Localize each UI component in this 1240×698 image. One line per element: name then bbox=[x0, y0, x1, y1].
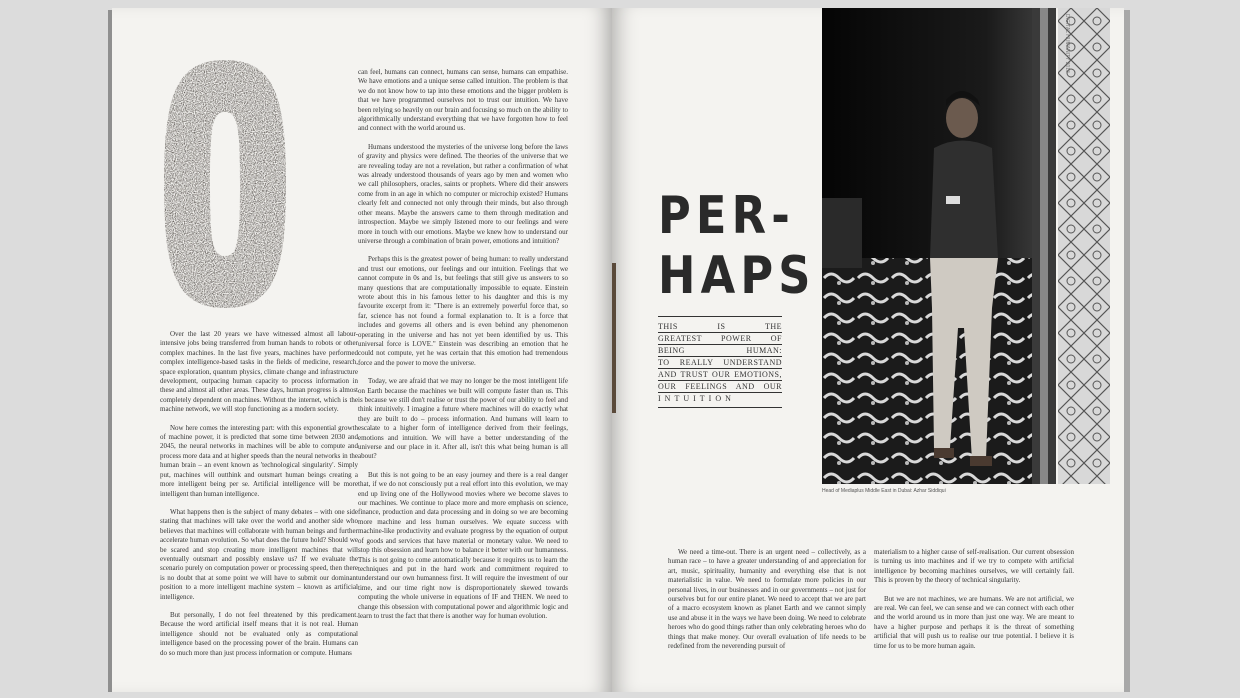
paragraph: materialism to a higher cause of self-realisation. Our current obsession is turning us into machines and if we try to compete with artificial intelligence by becoming machines ourselves, we will certainly fail. This is proven by the theory of technical singularity. bbox=[874, 548, 1074, 585]
article-column-4 bbox=[874, 548, 1074, 660]
drop-cap-letter bbox=[160, 58, 290, 310]
pull-quote bbox=[658, 316, 782, 408]
paragraph: Humans understood the mysteries of the universe long before the laws of gravity and physics were defined. The theories of the universe that we are revealing today are not a revelation, but rather a confirmation of what was already understood thousands of years ago by men and women who we call philosophers, oracles, saints or prophets. Where did their answers come from in an age in which no computer or microchip existed? Humans clearly felt and connected not only through their minds, but also through other means. Maybe the answers came to them through meditation and introspection. Maybe we simply listened more to our feelings and were more in touch with our emotions. Maybe we knew how to understand our universe through a combination of brain power, emotions and intuition? bbox=[358, 142, 568, 245]
pull-quote-line: BEING HUMAN: bbox=[658, 346, 782, 355]
headline-line: PER- bbox=[658, 186, 795, 246]
paragraph: can feel, humans can connect, humans can sense, humans can empathise. We have emotions and a unique sense called intuition. The problem is that we do not know how to tap into these emotions and the bigger problem is that we have programmed ourselves not to trust our intuition. We have been relying so heavily on our brain and focusing so much on the ability to algorithmically understand everything that we have forgotten how to feel and connect with the world around us. bbox=[358, 68, 568, 133]
paragraph: But we are not machines, we are humans. We are not artificial, we are real. We can feel, we can sense and we can connect with each other and the world around us in more than just one way. We are meant to have a higher purpose and perhaps it is the threat of something artificial that will push us to realise our true potential. I believe it is time for us to be more human again. bbox=[874, 594, 1074, 650]
svg-text:O: O bbox=[225, 198, 226, 199]
portrait-photo bbox=[822, 8, 1056, 484]
pull-quote-line: THIS IS THE bbox=[658, 322, 782, 331]
paragraph: But personally, I do not feel threatened by this predicament. Because the word artificial itself means that it is not real. Human intelligence should not be evaluated only as computational intelligence based on the processing power of the brain. Humans can do so much more than just process information or compute. Humans bbox=[160, 610, 358, 657]
pull-quote-line: TO REALLY UNDERSTAND bbox=[658, 358, 782, 367]
headline-line: HAPS bbox=[658, 246, 816, 306]
paragraph: Perhaps this is the greatest power of being human: to really understand and trust our emotions, our feelings and our intuition. Feelings that we cannot compute in 0s and 1s, but feelings that still give us answers to so many questions that are computationally impossible to equate. Einstein wrote about this in his famous letter to his daughter and this is my favourite excerpt from it: "There is an extremely powerful force that, so far, science has not found a formal explanation to. It is a force that includes and governs all others and is even behind any phenomenon operating in the universe and has not yet been identified by us. This universal force is LOVE." Einstein was describing an emotion that he could not compute, yet he was certain that this emotion had tremendous force and the power to move the universe. bbox=[358, 255, 568, 367]
paragraph: Now here comes the interesting part: with this exponential growth of machine power, it is predicted that some time between 2030 and 2045, the neural networks in machines will be able to compute and process more data and at higher speeds than the neural networks in the human brain – an event known as 'technological singularity'. Simply put, machines will outthink and outsmart human beings creating a more intelligent being per se. Artificial intelligence will be more intelligent than human intelligence. bbox=[160, 423, 358, 498]
paragraph: Over the last 20 years we have witnessed almost all labour-intensive jobs being transferred from human hands to robots or other complex machines. In the last five years, machines have performed complex intelligence-based tasks in the fields of medicine, research, space exploration, quantum physics, climate change and infrastructure development, outpacing human capacity to process information in these and almost all other areas. These days, human progress is almost completely dependent on machines. Without the internet, which is the machine network, we will stop functioning as a modern society. bbox=[160, 330, 358, 414]
headline bbox=[658, 186, 816, 306]
paragraph: Today, we are afraid that we may no longer be the most intelligent life on Earth because the machines we built will compute faster than us. This is because we still don't realise or trust the power of our ability to feel and think intuitively. I imagine a future where machines will do exactly what they are built to do – process information. And humans will learn to escalate to a higher form of intelligence derived from their feelings, emotions and intuition. We will have a better understanding of the universe and our place in it. After all, isn't this what being human is all about? bbox=[358, 377, 568, 461]
paragraph: What happens then is the subject of many debates – with one side stating that machines will take over the world and another side who believes that machines will collaborate with human beings and further accelerate human evolution. So what does the future hold? Should we be scared and stop creating more intelligent machines that will eventually outsmart and possibly enslave us? If we evaluate the scenario purely on computation power or processing speed, then there is no doubt that at some point we will have to submit our dominant position to a more intelligent machine system – known as artificial intelligence. bbox=[160, 507, 358, 601]
magazine-spread bbox=[112, 8, 1124, 692]
running-header: DIGITAL HUMANITY 2018 bbox=[1064, 14, 1070, 73]
paragraph: We need a time-out. There is an urgent need – collectively, as a human race – to have a greater understanding of and appreciation for art, music, spirituality, humanity and everything else that is not materialistic in value. We need to formulate more policies in our personal lives, in our businesses and in our governments – not just for ourselves but for our entire planet. We need to accept that we are part of a macro ecosystem known as planet Earth and we cannot simply use and abuse it in the ways we have been doing. We need to celebrate heroes who do good things rather than only celebrating heroes who do things that make money. Our overall evaluation of life needs to be redefined from the neverending pursuit of bbox=[668, 548, 866, 651]
pull-quote-line: AND TRUST OUR EMOTIONS, bbox=[658, 370, 782, 379]
right-page bbox=[612, 8, 1124, 692]
article-column-3 bbox=[668, 548, 866, 660]
pull-quote-line: OUR FEELINGS AND OUR bbox=[658, 382, 782, 391]
photo-caption: Head of Mediaplus Middle East in Dubai: Azhar Siddiqui bbox=[822, 488, 946, 494]
pull-quote-line: INTUITION bbox=[658, 394, 735, 403]
article-column-1 bbox=[160, 330, 358, 667]
article-column-2 bbox=[358, 68, 568, 630]
ornamental-pattern-panel bbox=[1058, 8, 1110, 484]
paragraph: But this is not going to be an easy journey and there is a real danger that, if we do not consciously put a real effort into this evolution, we may end up living one of the Hollywood movies where we become slaves to our machines. We continue to place more and more emphasis on science, finance, production and data processing and in doing so we are becoming more machine and less human ourselves. We equate success with machine-like productivity and evaluate progress by the equation of output of goods and services that have material or monetary value. We need to stop this obsession and learn how to balance it better with our humanness. This is not going to come automatically because it requires us to learn the techniques and put in the hard work and commitment required to understand our own humanness first. It will require the investment of our time, and our time right now is disproportionately skewed towards computing the whole universe in equations of IF and THEN. We need to change this obsession with computational power and algorithmic logic and learn to trust the fact that there is another way for human evolution. bbox=[358, 470, 568, 620]
ribbon-bookmark bbox=[612, 263, 616, 413]
pull-quote-line: GREATEST POWER OF bbox=[658, 334, 782, 343]
left-page bbox=[112, 8, 612, 692]
